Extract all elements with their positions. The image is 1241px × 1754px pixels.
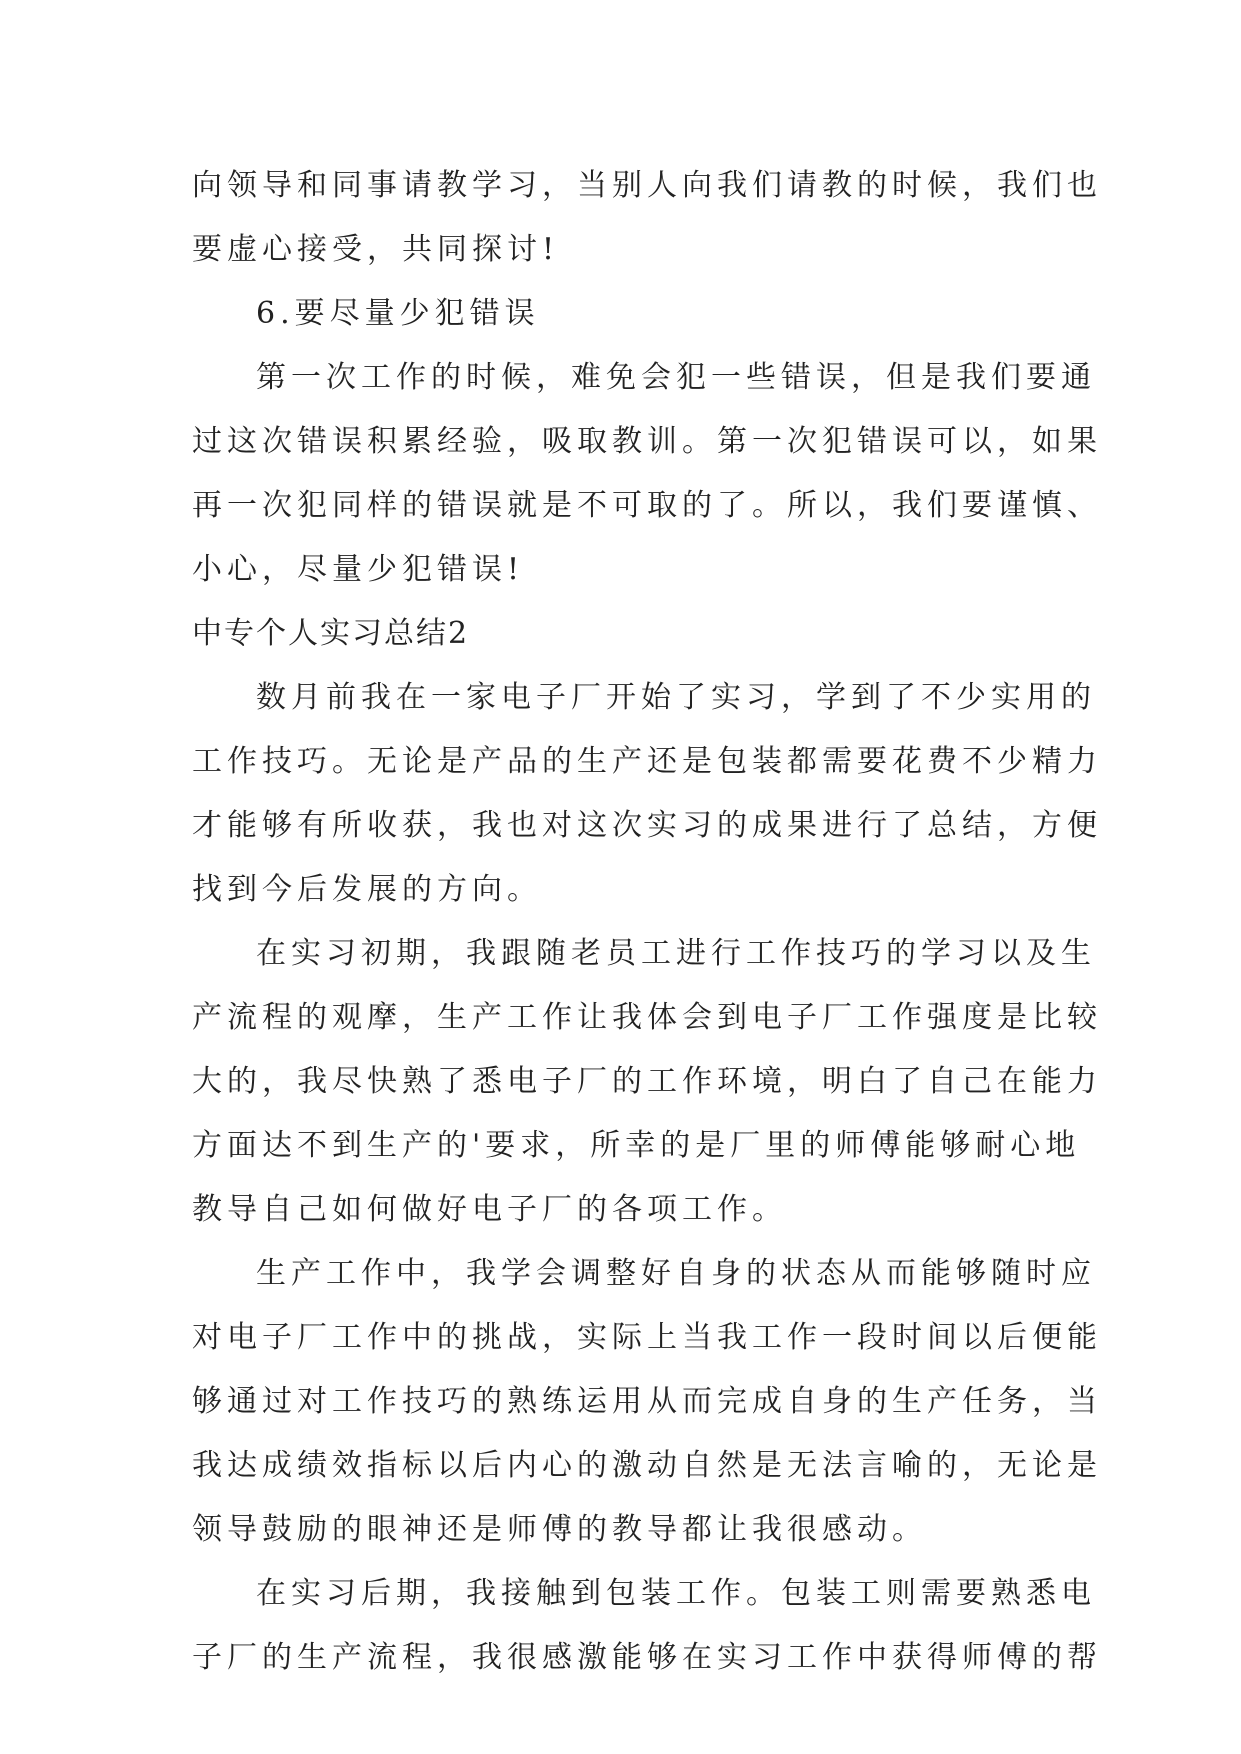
text-line: 生产工作中，我学会调整好自身的状态从而能够随时应	[256, 1256, 1096, 1291]
text-line: 小心，尽量少犯错误!	[192, 552, 525, 587]
text-line: 大的，我尽快熟了悉电子厂的工作环境，明白了自己在能力	[192, 1064, 1102, 1099]
text-line: 产流程的观摩，生产工作让我体会到电子厂工作强度是比较	[192, 1000, 1102, 1035]
text-line: 工作技巧。无论是产品的生产还是包装都需要花费不少精力	[192, 744, 1102, 779]
text-line: 再一次犯同样的错误就是不可取的了。所以，我们要谨慎、	[192, 488, 1102, 523]
text-line: 我达成绩效指标以后内心的激动自然是无法言喻的，无论是	[192, 1448, 1102, 1483]
document-title: 中专个人实习总结2	[192, 616, 470, 651]
text-line: 找到今后发展的方向。	[192, 872, 542, 907]
text-line: 方面达不到生产的'要求，所幸的是厂里的师傅能够耐心地	[192, 1128, 1081, 1163]
section-heading: 6.要尽量少犯错误	[256, 296, 540, 331]
text-line: 数月前我在一家电子厂开始了实习，学到了不少实用的	[256, 680, 1096, 715]
text-line: 在实习后期，我接触到包装工作。包装工则需要熟悉电	[256, 1576, 1096, 1611]
text-line: 领导鼓励的眼神还是师傅的教导都让我很感动。	[192, 1512, 927, 1547]
text-line: 够通过对工作技巧的熟练运用从而完成自身的生产任务，当	[192, 1384, 1102, 1419]
text-line: 对电子厂工作中的挑战，实际上当我工作一段时间以后便能	[192, 1320, 1102, 1355]
text-line: 才能够有所收获，我也对这次实习的成果进行了总结，方便	[192, 808, 1102, 843]
text-line: 在实习初期，我跟随老员工进行工作技巧的学习以及生	[256, 936, 1096, 971]
text-line: 向领导和同事请教学习，当别人向我们请教的时候，我们也	[192, 168, 1102, 203]
text-line: 过这次错误积累经验，吸取教训。第一次犯错误可以，如果	[192, 424, 1102, 459]
text-line: 子厂的生产流程，我很感激能够在实习工作中获得师傅的帮	[192, 1640, 1102, 1675]
document-body	[192, 154, 1102, 1690]
text-line: 教导自己如何做好电子厂的各项工作。	[192, 1192, 787, 1227]
text-line: 第一次工作的时候，难免会犯一些错误，但是我们要通	[256, 360, 1096, 395]
text-line: 要虚心接受，共同探讨!	[192, 232, 560, 267]
